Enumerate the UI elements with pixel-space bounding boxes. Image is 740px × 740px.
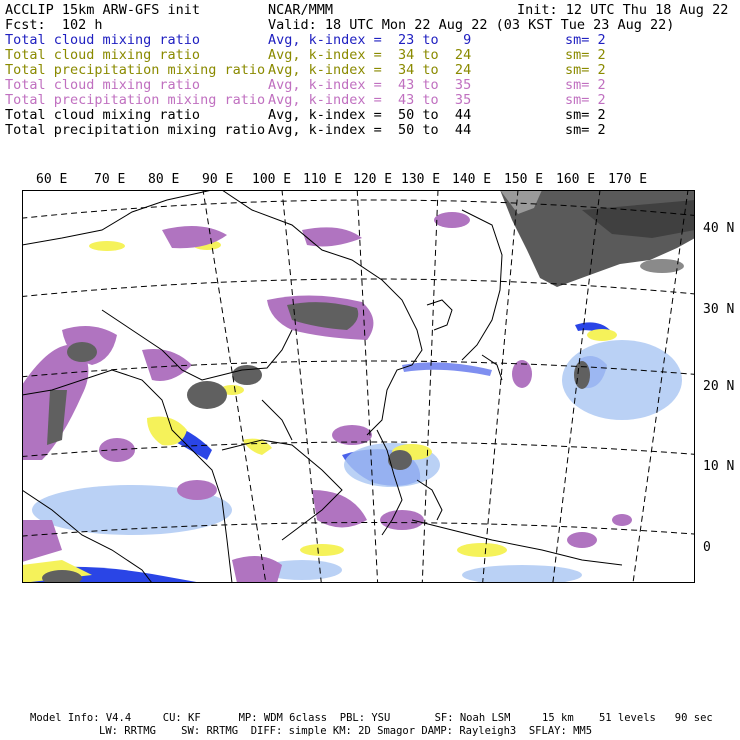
latitude-label: 0 [703,540,711,555]
legend-row [5,123,735,138]
model-info-line-2: LW: RRTMG SW: RRTMG DIFF: simple KM: 2D Smagor DAMP: Rayleigh3 SFLAY: MM5 [99,725,593,737]
plot-title: ACCLIP 15km ARW-GFS init [5,2,201,18]
legend-row [5,93,735,108]
legend-row [5,78,735,93]
longitude-label: 100 E [252,172,292,187]
forecast-hour: Fcst: 102 h [5,17,103,33]
longitude-label: 60 E [36,172,68,187]
longitude-label: 120 E [353,172,393,187]
legend-avg: Avg, k-index = 34 to 24 [268,47,472,63]
legend-avg: Avg, k-index = 43 to 35 [268,77,472,93]
legend-avg: Avg, k-index = 34 to 24 [268,62,472,78]
legend-field: Total cloud mixing ratio [5,77,201,93]
legend-sm: sm= 2 [565,92,606,108]
longitude-label: 110 E [303,172,343,187]
legend-avg: Avg, k-index = 43 to 35 [268,92,472,108]
init-time: Init: 12 UTC Thu 18 Aug 22 [517,2,729,18]
longitude-label: 170 E [608,172,648,187]
latitude-label: 10 N [703,459,735,474]
latitude-label: 20 N [703,379,735,394]
legend-sm: sm= 2 [565,77,606,93]
longitude-label: 70 E [94,172,126,187]
legend-row [5,108,735,123]
legend-field: Total cloud mixing ratio [5,32,201,48]
legend-avg: Avg, k-index = 23 to 9 [268,32,472,48]
longitude-label: 90 E [202,172,234,187]
legend-field: Total cloud mixing ratio [5,107,201,123]
longitude-label: 130 E [401,172,441,187]
valid-time: Valid: 18 UTC Mon 22 Aug 22 (03 KST Tue 23 Aug 22) [268,17,675,33]
legend-field: Total precipitation mixing ratio [5,122,266,138]
model-info-line-1: Model Info: V4.4 CU: KF MP: WDM 6class PBL: YSU SF: Noah LSM 15 km 51 levels 90 sec [30,712,713,724]
legend-sm: sm= 2 [565,62,606,78]
legend-sm: sm= 2 [565,47,606,63]
legend-field: Total precipitation mixing ratio [5,62,266,78]
legend-row [5,33,735,48]
legend-avg: Avg, k-index = 50 to 44 [268,107,472,123]
longitude-label: 150 E [504,172,544,187]
cloud-map [22,190,695,583]
longitude-label: 140 E [452,172,492,187]
legend-sm: sm= 2 [565,122,606,138]
longitude-label: 80 E [148,172,180,187]
organization-label: NCAR/MMM [268,2,334,18]
legend-avg: Avg, k-index = 50 to 44 [268,122,472,138]
legend-row [5,48,735,63]
legend-field: Total precipitation mixing ratio [5,92,266,108]
longitude-label: 160 E [556,172,596,187]
legend-sm: sm= 2 [565,107,606,123]
legend-sm: sm= 2 [565,32,606,48]
legend-row [5,63,735,78]
latitude-label: 40 N [703,221,735,236]
legend-field: Total cloud mixing ratio [5,47,201,63]
latitude-label: 30 N [703,302,735,317]
